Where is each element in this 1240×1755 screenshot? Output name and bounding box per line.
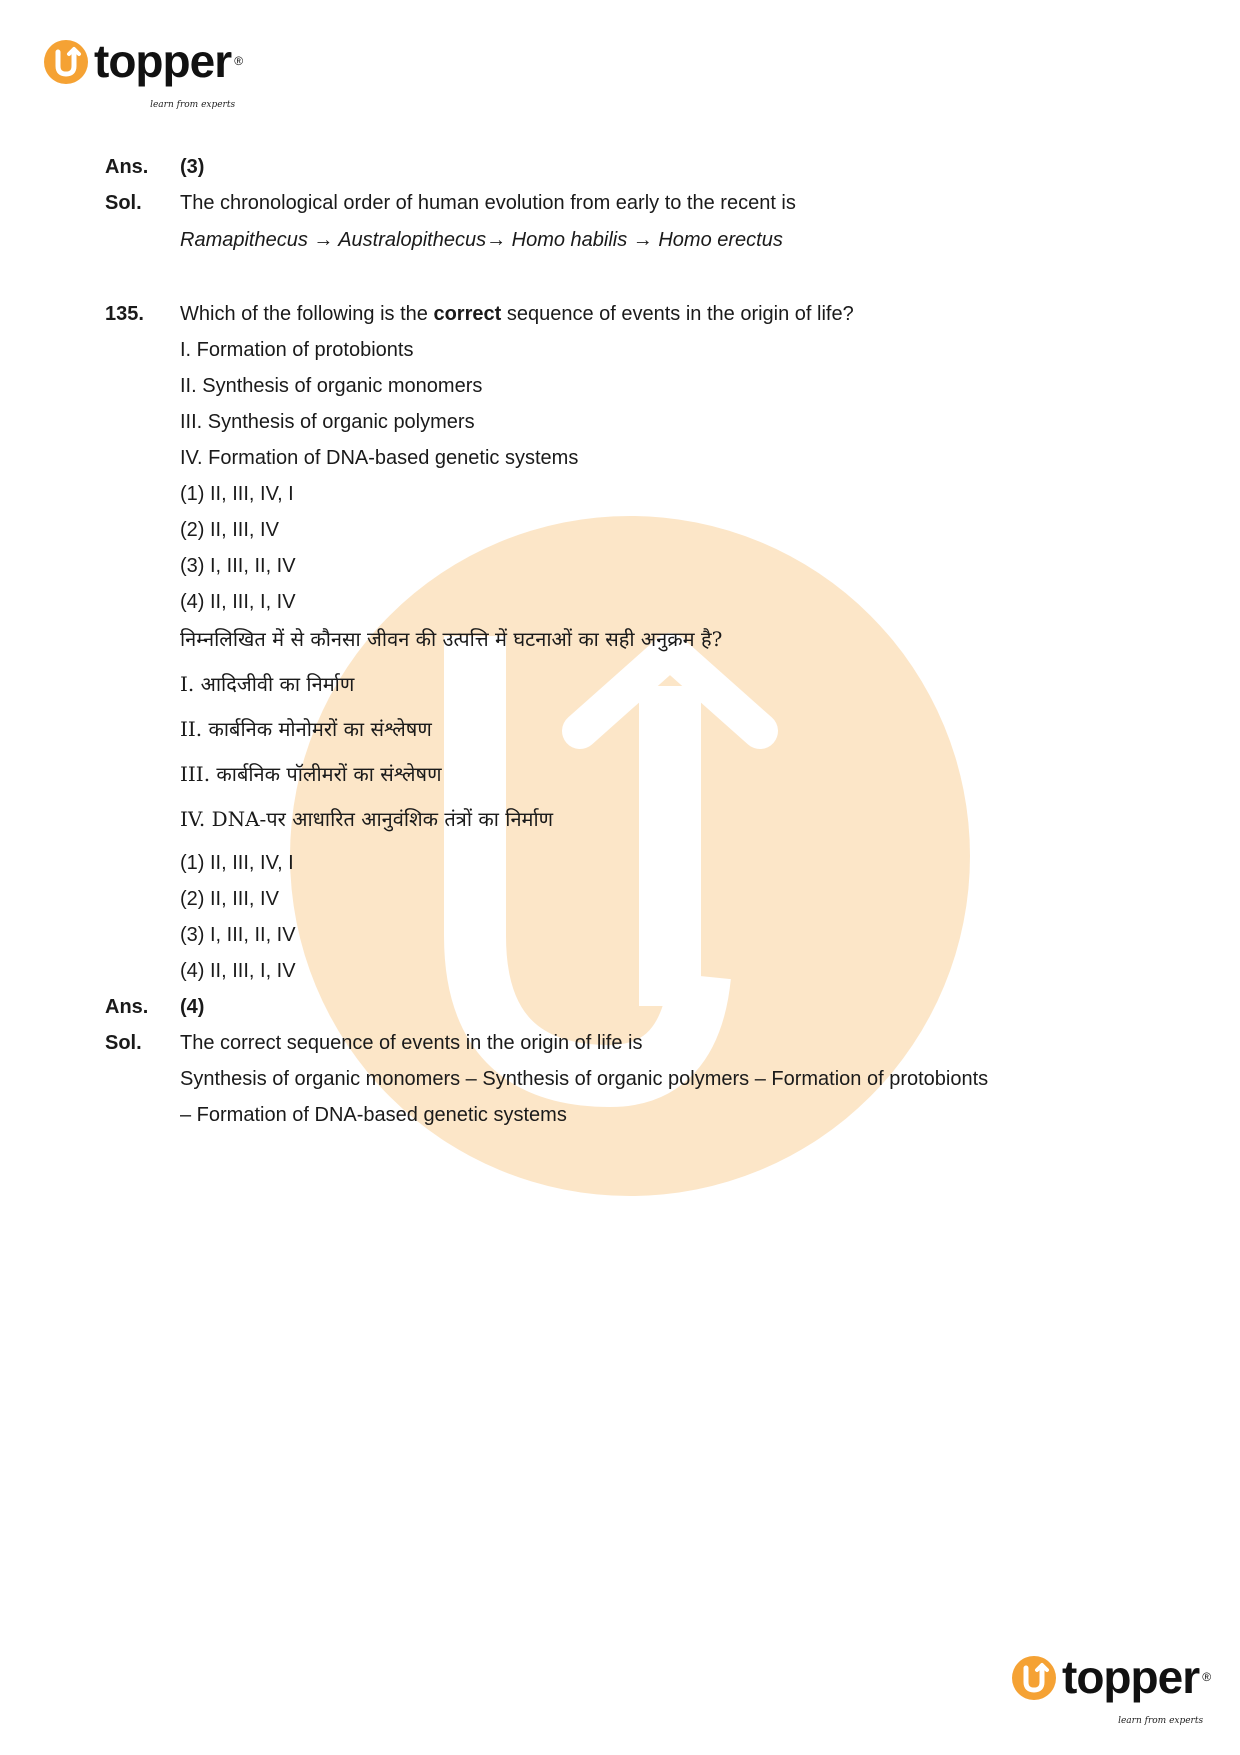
hindi-option: (4) II, III, I, IV [180, 960, 296, 982]
hindi-option: (3) I, III, II, IV [180, 924, 296, 946]
sol-label: Sol. [105, 1032, 142, 1054]
registered-mark: ® [234, 54, 244, 68]
option: (4) II, III, I, IV [180, 591, 296, 613]
ans-label: Ans. [105, 156, 149, 178]
statement: I. Formation of protobionts [180, 339, 414, 361]
brand-name: topper [1062, 1651, 1200, 1703]
sol-text: Synthesis of organic monomers – Synthesis of organic polymers – Formation of protobionts [180, 1068, 989, 1090]
brand-tagline: learn from experts [150, 100, 236, 110]
hindi-statement: III. कार्बनिक पॉलीमरों का संश्लेषण [180, 762, 442, 786]
sol-text: – Formation of DNA-based genetic systems [180, 1104, 567, 1126]
hindi-option: (2) II, III, IV [180, 888, 279, 910]
brand-tagline: learn from experts [1118, 1716, 1204, 1726]
brand-name: topper [94, 35, 232, 87]
registered-mark: ® [1202, 1670, 1212, 1684]
hindi-statement: I. आदिजीवी का निर्माण [180, 672, 355, 696]
ans-value: (4) [180, 996, 205, 1018]
hindi-question-text: निम्नलिखित में से कौनसा जीवन की उत्पत्ति में घटनाओं का सही अनुक्रम है? [180, 627, 723, 651]
option: (2) II, III, IV [180, 519, 279, 541]
ans-label: Ans. [105, 996, 149, 1018]
hindi-statement: IV. DNA-पर आधारित आनुवंशिक तंत्रों का निर्माण [180, 807, 554, 831]
option: (3) I, III, II, IV [180, 555, 296, 577]
statement: IV. Formation of DNA-based genetic systems [180, 447, 579, 469]
sol-label: Sol. [105, 192, 142, 214]
statement: III. Synthesis of organic polymers [180, 411, 475, 433]
question-number: 135. [105, 303, 144, 325]
ans-value: (3) [180, 156, 205, 178]
evolution-sequence: Ramapithecus → Australopithecus→ Homo habilis → Homo erectus [180, 229, 783, 251]
sol-text: The correct sequence of events in the origin of life is [180, 1032, 643, 1054]
hindi-statement: II. कार्बनिक मोनोमरों का संश्लेषण [180, 717, 432, 741]
statement: II. Synthesis of organic monomers [180, 375, 483, 397]
sol-text: The chronological order of human evolution from early to the recent is [180, 192, 796, 214]
option: (1) II, III, IV, I [180, 483, 294, 505]
hindi-option: (1) II, III, IV, I [180, 852, 294, 874]
question-text: Which of the following is the correct sequence of events in the origin of life? [180, 303, 854, 325]
